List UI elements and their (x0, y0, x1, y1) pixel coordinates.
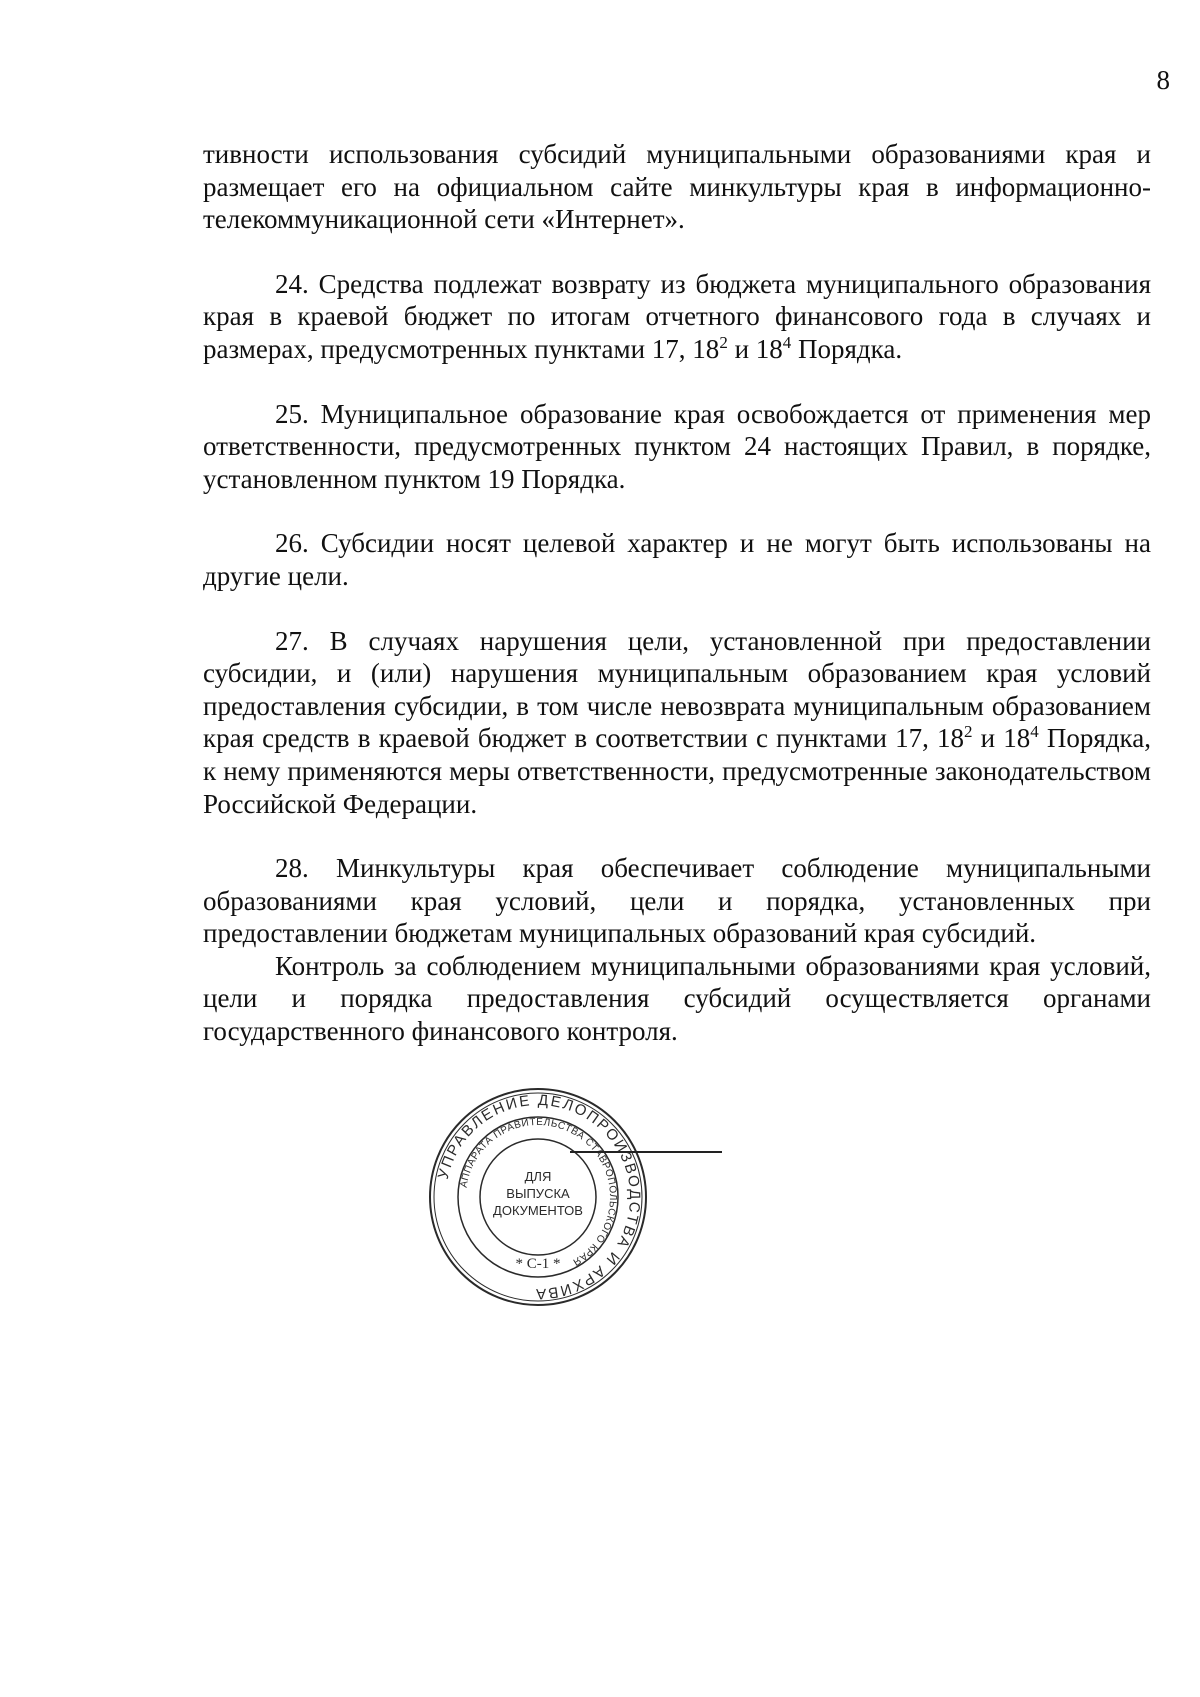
paragraph-25: 25. Муниципальное образование края освобождается от применения мер ответственности, предусмотренных пунктом 24 настоящих Правил, в порядке, установленном пунктом 19 Порядка. (203, 398, 1151, 494)
document-body (203, 138, 1151, 1048)
paragraph-27 (203, 625, 1151, 821)
paragraph-continuation: тивности использования субсидий муниципальными образованиями края и размещает его на официальном сайте минкультуры края в информационно-телекоммуникационной сети «Интернет». (203, 139, 1151, 235)
stamp-center-line-2: ВЫПУСКА (506, 1186, 570, 1201)
stamp-seal-icon (426, 1085, 650, 1309)
stamp-outer-text: УПРАВЛЕНИЕ ДЕЛОПРОИЗВОДСТВА И АРХИВА (434, 1091, 644, 1303)
paragraph-24 (203, 268, 1151, 366)
signature-line (570, 1151, 722, 1153)
paragraph-27-text-b: и 18 (972, 723, 1031, 754)
paragraph-24-text-a: 24. Средства подлежат возврату из бюджета муниципального образования края в краевой бюджет по итогам отчетного финансового года в случаях и размерах, предусмотренных пунктами 17, 18 (203, 268, 1151, 364)
paragraph-27-text-a: 27. В случаях нарушения цели, установленной при предоставлении субсидии, и (или) нарушения муниципальным образованием края условий предоставления субсидии, в том числе невозврата муниципальным образованием края средств в краевой бюджет в соответствии с пунктами 17, 18 (203, 625, 1151, 754)
stamp-center-line-3: ДОКУМЕНТОВ (493, 1203, 583, 1218)
paragraph-28-control: Контроль за соблюдением муниципальными образованиями края условий, цели и порядка предоставления субсидий осуществляется органами государственного финансового контроля. (203, 950, 1151, 1047)
stamp-inner-text: АППАРАТА ПРАВИТЕЛЬСТВА СТАВРОПОЛЬСКОГО КРАЯ (458, 1116, 619, 1268)
stamp-code: * С-1 * (515, 1256, 561, 1272)
paragraph-27-superscript-2: 4 (1030, 722, 1039, 742)
paragraph-27-text-c: Порядка, к нему применяются меры ответственности, предусмотренные законодательством Российской Федерации. (203, 723, 1151, 819)
page-number: 8 (1156, 65, 1170, 95)
paragraph-28: 28. Минкультуры края обеспечивает соблюдение муниципальными образованиями края условий, цели и порядка, установленных при предоставлении бюджетам муниципальных образований края субсидий. (203, 853, 1151, 949)
paragraph-24-superscript-1: 2 (719, 332, 728, 352)
stamp-center-line-1: ДЛЯ (524, 1169, 552, 1184)
paragraph-24-superscript-2: 4 (782, 332, 792, 352)
paragraph-24-text-b: и 18 (727, 333, 783, 364)
paragraph-24-text-c: Порядка. (791, 333, 903, 364)
official-stamp (426, 1085, 650, 1309)
paragraph-27-superscript-1: 2 (963, 722, 973, 742)
paragraph-26: 26. Субсидии носят целевой характер и не могут быть использованы на другие цели. (203, 528, 1151, 591)
